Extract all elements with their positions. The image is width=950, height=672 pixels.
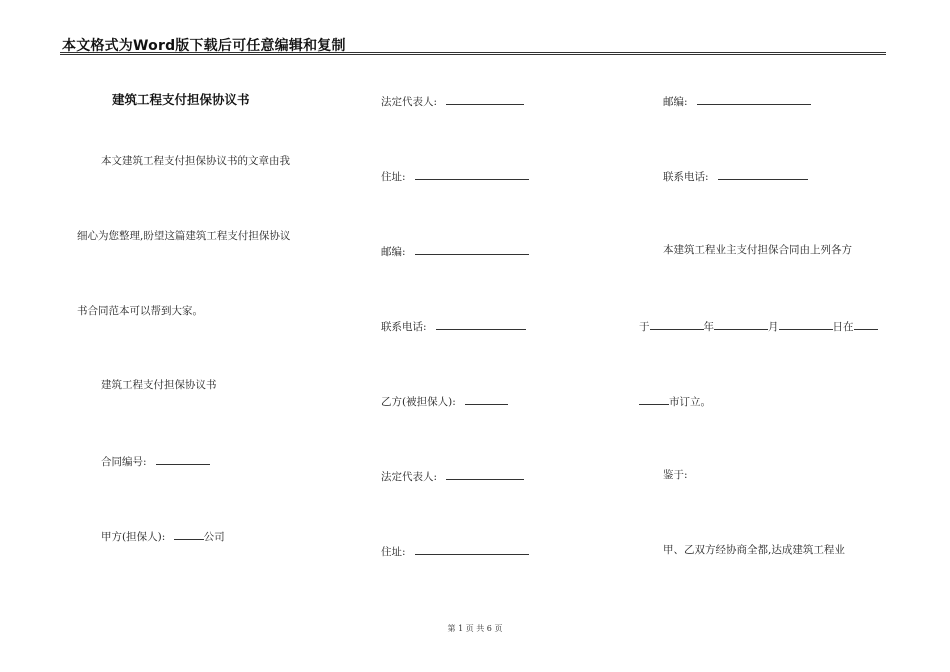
party-b-line (381, 393, 508, 409)
intro-line-2: 细心为您整理,盼望这篇建筑工程支付担保协议 (77, 230, 291, 242)
place-blank (854, 318, 878, 330)
legal-rep2-label: 法定代表人: (381, 471, 438, 483)
party-a-line (101, 528, 225, 544)
day-blank (779, 318, 833, 330)
postcode-label: 邮编: (381, 246, 406, 258)
phone-line (381, 318, 526, 334)
whereas-line: 鉴于: (663, 469, 688, 481)
intro-line-3: 书合同范本可以帮到大家。 (77, 305, 203, 317)
intro-line-1: 本文建筑工程支付担保协议书的文章由我 (101, 155, 290, 167)
legal-rep-line (381, 93, 524, 109)
party-a-suffix: 公司 (203, 531, 225, 543)
contract-number-line (101, 453, 210, 469)
document-header-title: 本文格式为Word版下载后可任意编辑和复制 (62, 38, 346, 54)
subtitle-line: 建筑工程支付担保协议书 (101, 379, 217, 391)
contract-number-blank (156, 453, 210, 465)
address2-line (381, 543, 529, 559)
party-b-label: 乙方(被担保人): (381, 396, 456, 408)
header-rule-bottom (60, 54, 886, 55)
date-year-label: 年 (703, 321, 714, 333)
legal-rep-label: 法定代表人: (381, 96, 438, 108)
postcode-blank (415, 243, 529, 255)
contract-number-label: 合同编号: (101, 456, 147, 468)
party-a-blank (174, 528, 204, 540)
date-prefix: 于 (639, 321, 650, 333)
phone-blank (436, 318, 526, 330)
date-day-label: 日在 (832, 321, 854, 333)
address-label: 住址: (381, 171, 406, 183)
col3-phone-line (663, 168, 808, 184)
contract-text-line: 本建筑工程业主支付担保合同由上列各方 (663, 244, 852, 256)
date-month-label: 月 (768, 321, 779, 333)
address-blank (415, 168, 529, 180)
party-a-label: 甲方(担保人): (101, 531, 166, 543)
col3-postcode-blank (697, 93, 811, 105)
city-blank (639, 393, 669, 405)
phone-label: 联系电话: (381, 321, 427, 333)
address2-label: 住址: (381, 546, 406, 558)
date-line (639, 318, 878, 334)
header-rule-top (60, 52, 886, 53)
year-blank (650, 318, 704, 330)
postcode-line (381, 243, 529, 259)
party-b-blank (465, 393, 508, 405)
col3-phone-blank (718, 168, 808, 180)
month-blank (714, 318, 768, 330)
col3-postcode-line (663, 93, 811, 109)
agreement-text-line: 甲、乙双方经协商全都,达成建筑工程业 (663, 544, 845, 556)
city-suffix: 市订立。 (669, 396, 711, 408)
address-line (381, 168, 529, 184)
col3-postcode-label: 邮编: (663, 96, 688, 108)
city-line (639, 393, 711, 409)
col3-phone-label: 联系电话: (663, 171, 709, 183)
legal-rep2-line (381, 468, 524, 484)
document-title: 建筑工程支付担保协议书 (112, 92, 250, 107)
address2-blank (415, 543, 529, 555)
page-number-footer: 第 1 页 共 6 页 (447, 624, 503, 633)
legal-rep-blank (446, 93, 524, 105)
legal-rep2-blank (446, 468, 524, 480)
